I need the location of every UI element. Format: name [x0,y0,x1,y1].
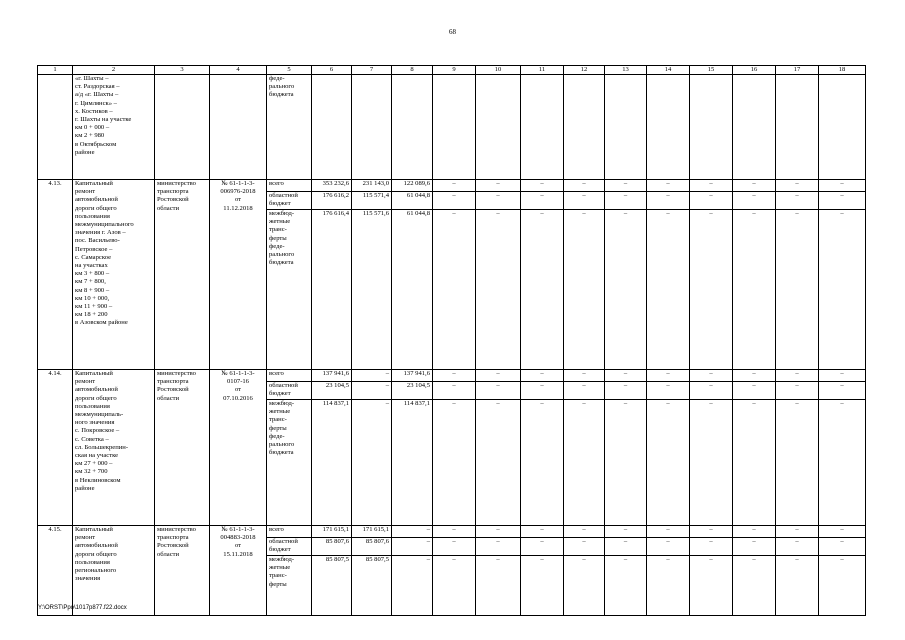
funding-source: межбюд- жетные транс- ферты [267,556,312,616]
empty-amount-dash: – [605,526,647,538]
column-number: 9 [433,66,476,75]
column-number: 17 [776,66,819,75]
empty-amount-dash: – [690,370,733,382]
empty-amount-dash: – [564,400,605,526]
table-body [38,66,866,616]
customer: министерство транспорта Ростовской области [155,370,210,526]
empty-amount-dash: – [476,538,521,556]
expertise-document: № 61-1-1-3- 004883-2018 от 15.11.2018 [210,526,267,616]
empty-amount-dash: – [647,180,690,192]
empty-amount-dash: – [690,526,733,538]
empty-amount-dash: – [605,192,647,210]
empty-amount-dash: – [521,538,564,556]
column-number: 15 [690,66,733,75]
empty-amount-dash: – [776,526,819,538]
table-cell [647,75,690,180]
amount-2020: 122 089,6 [392,180,433,192]
empty-amount-dash: – [433,180,476,192]
column-number: 1 [38,66,73,75]
empty-amount-dash: – [647,526,690,538]
empty-amount-dash: – [564,538,605,556]
empty-amount-dash: – [564,526,605,538]
empty-amount-dash: – [690,538,733,556]
empty-amount-dash: – [521,526,564,538]
table-cell [433,75,476,180]
entry-number: 4.15. [38,526,73,616]
empty-amount-dash: – [647,192,690,210]
table-cell [733,75,776,180]
empty-amount-dash: – [819,192,866,210]
empty-amount-dash: – [433,210,476,370]
column-number: 6 [312,66,352,75]
empty-amount-dash: – [433,556,476,616]
table-cell [476,75,521,180]
column-number: 2 [73,66,155,75]
amount-total: 171 615,1 [312,526,352,538]
column-number: 4 [210,66,267,75]
empty-amount-dash: – [564,556,605,616]
amount-2019: 85 807,5 [352,556,392,616]
funding-source: областной бюджет [267,538,312,556]
empty-amount-dash: – [433,382,476,400]
column-number: 13 [605,66,647,75]
empty-amount-dash: – [521,180,564,192]
table-row [38,526,866,538]
amount-total: 353 232,6 [312,180,352,192]
column-number: 3 [155,66,210,75]
table-cell [210,75,267,180]
empty-amount-dash: – [564,192,605,210]
column-number: 14 [647,66,690,75]
empty-amount-dash: – [733,370,776,382]
funding-source: областной бюджет [267,192,312,210]
empty-amount-dash: – [476,370,521,382]
funding-source: областной бюджет [267,382,312,400]
amount-2019: 115 571,4 [352,192,392,210]
column-number: 7 [352,66,392,75]
empty-amount-dash: – [819,400,866,526]
empty-amount-dash: – [819,526,866,538]
amount-2019: 115 571,6 [352,210,392,370]
empty-amount-dash: – [776,382,819,400]
empty-amount-dash: – [776,538,819,556]
empty-amount-dash: – [819,370,866,382]
empty-amount-dash: – [605,210,647,370]
project-name: Капитальный ремонт автомобильной дороги общего пользования регионального значения [73,526,155,616]
customer: министерство транспорта Ростовской области [155,526,210,616]
empty-amount-dash: – [690,180,733,192]
table-cell [819,75,866,180]
empty-amount-dash: – [690,382,733,400]
empty-amount-dash: – [521,382,564,400]
empty-amount-dash: – [690,400,733,526]
table-cell [392,75,433,180]
amount-2019: 85 807,6 [352,538,392,556]
empty-amount-dash: – [605,400,647,526]
amount-2019: 231 143,0 [352,180,392,192]
empty-amount-dash: – [776,210,819,370]
column-number-row [38,66,866,75]
empty-amount-dash: – [733,400,776,526]
column-number: 12 [564,66,605,75]
empty-amount-dash: – [605,556,647,616]
table-cell [352,75,392,180]
funding-source: межбюд- жетные транс- ферты феде- рального бюджета [267,400,312,526]
empty-amount-dash: – [776,192,819,210]
empty-amount-dash: – [521,556,564,616]
amount-total: 114 837,1 [312,400,352,526]
table-row [38,180,866,192]
empty-amount-dash: – [690,210,733,370]
expertise-document: № 61-1-1-3- 0107-16 от 07.10.2016 [210,370,267,526]
funding-source: межбюд- жетные транс- ферты феде- рального бюджета [267,210,312,370]
project-name: Капитальный ремонт автомобильной дороги общего пользования межмуниципального значения г. Азов – пос. Васильево- Петровское – с. Самарское на участках км 3 + 800 – км 7 + 800, км 8 + 900 – км 10 + 000, км 11 + 900 – км 18 + 200 в Азовском районе [73,180,155,370]
empty-amount-dash: – [476,556,521,616]
table-cell [155,75,210,180]
empty-amount-dash: – [819,180,866,192]
amount-2020: 137 941,6 [392,370,433,382]
amount-2019: – [352,370,392,382]
empty-amount-dash: – [819,382,866,400]
empty-amount-dash: – [690,192,733,210]
empty-amount-dash: – [605,538,647,556]
empty-amount-dash: – [605,382,647,400]
page-number: 68 [449,28,456,36]
empty-amount-dash: – [733,192,776,210]
amount-total: 176 616,4 [312,210,352,370]
amount-2019: – [352,400,392,526]
empty-amount-dash: – [564,180,605,192]
amount-total: 23 104,5 [312,382,352,400]
program-table [37,65,866,616]
empty-amount-dash: – [476,192,521,210]
column-number: 16 [733,66,776,75]
empty-amount-dash: – [819,556,866,616]
empty-amount-dash: – [521,370,564,382]
amount-2020: – [392,538,433,556]
column-number: 5 [267,66,312,75]
column-number: 8 [392,66,433,75]
project-name: «г. Шахты – ст. Раздорская – а/д «г. Шахты – г. Цимлянск» – х. Костиков – г. Шахты на участке км 0 + 000 – км 2 + 980 в Октябрьском районе [73,75,155,180]
empty-amount-dash: – [564,382,605,400]
continuation-row [38,75,866,180]
entry-number: 4.14. [38,370,73,526]
empty-amount-dash: – [433,400,476,526]
empty-amount-dash: – [521,192,564,210]
amount-2020: – [392,556,433,616]
funding-source: феде- рального бюджета [267,75,312,180]
empty-amount-dash: – [433,538,476,556]
column-number: 18 [819,66,866,75]
empty-amount-dash: – [476,180,521,192]
amount-2020: 61 044,8 [392,210,433,370]
empty-amount-dash: – [433,370,476,382]
empty-amount-dash: – [647,538,690,556]
empty-amount-dash: – [819,538,866,556]
entry-number: 4.13. [38,180,73,370]
amount-2020: 23 104,5 [392,382,433,400]
empty-amount-dash: – [733,210,776,370]
table-cell [605,75,647,180]
empty-amount-dash: – [564,210,605,370]
empty-amount-dash: – [433,526,476,538]
table-cell [521,75,564,180]
funding-source: всего [267,526,312,538]
empty-amount-dash: – [647,370,690,382]
empty-amount-dash: – [605,370,647,382]
table-cell [564,75,605,180]
amount-total: 137 941,6 [312,370,352,382]
funding-source: всего [267,180,312,192]
empty-amount-dash: – [476,382,521,400]
empty-amount-dash: – [476,526,521,538]
table-row [38,370,866,382]
empty-amount-dash: – [733,538,776,556]
empty-amount-dash: – [733,180,776,192]
customer: министерство транспорта Ростовской области [155,180,210,370]
empty-amount-dash: – [776,370,819,382]
empty-amount-dash: – [690,556,733,616]
empty-amount-dash: – [733,382,776,400]
empty-amount-dash: – [476,210,521,370]
empty-amount-dash: – [521,210,564,370]
empty-amount-dash: – [776,400,819,526]
empty-amount-dash: – [564,370,605,382]
empty-amount-dash: – [647,382,690,400]
amount-total: 85 807,6 [312,538,352,556]
file-path-footer: Y:\ORST\Ppo\1017p877.f22.docx [38,605,127,611]
empty-amount-dash: – [733,556,776,616]
empty-amount-dash: – [819,210,866,370]
column-number: 10 [476,66,521,75]
project-name: Капитальный ремонт автомобильной дороги общего пользования межмуниципаль- ного значения с. Покровское – с. Советка – сл. Большекрепин- ская на участке км 27 + 000 – км 32 + 700 в Неклиновском районе [73,370,155,526]
table-cell [776,75,819,180]
empty-amount-dash: – [776,180,819,192]
empty-amount-dash: – [647,556,690,616]
amount-2020: – [392,526,433,538]
empty-amount-dash: – [733,526,776,538]
table-cell [690,75,733,180]
table-cell [38,75,73,180]
column-number: 11 [521,66,564,75]
expertise-document: № 61-1-1-3- 006976-2018 от 11.12.2018 [210,180,267,370]
empty-amount-dash: – [647,400,690,526]
empty-amount-dash: – [521,400,564,526]
amount-2019: – [352,382,392,400]
amount-2019: 171 615,1 [352,526,392,538]
empty-amount-dash: – [476,400,521,526]
amount-2020: 114 837,1 [392,400,433,526]
empty-amount-dash: – [776,556,819,616]
amount-total: 85 807,5 [312,556,352,616]
amount-2020: 61 044,8 [392,192,433,210]
empty-amount-dash: – [605,180,647,192]
empty-amount-dash: – [433,192,476,210]
amount-total: 176 616,2 [312,192,352,210]
empty-amount-dash: – [647,210,690,370]
table-cell [312,75,352,180]
funding-source: всего [267,370,312,382]
